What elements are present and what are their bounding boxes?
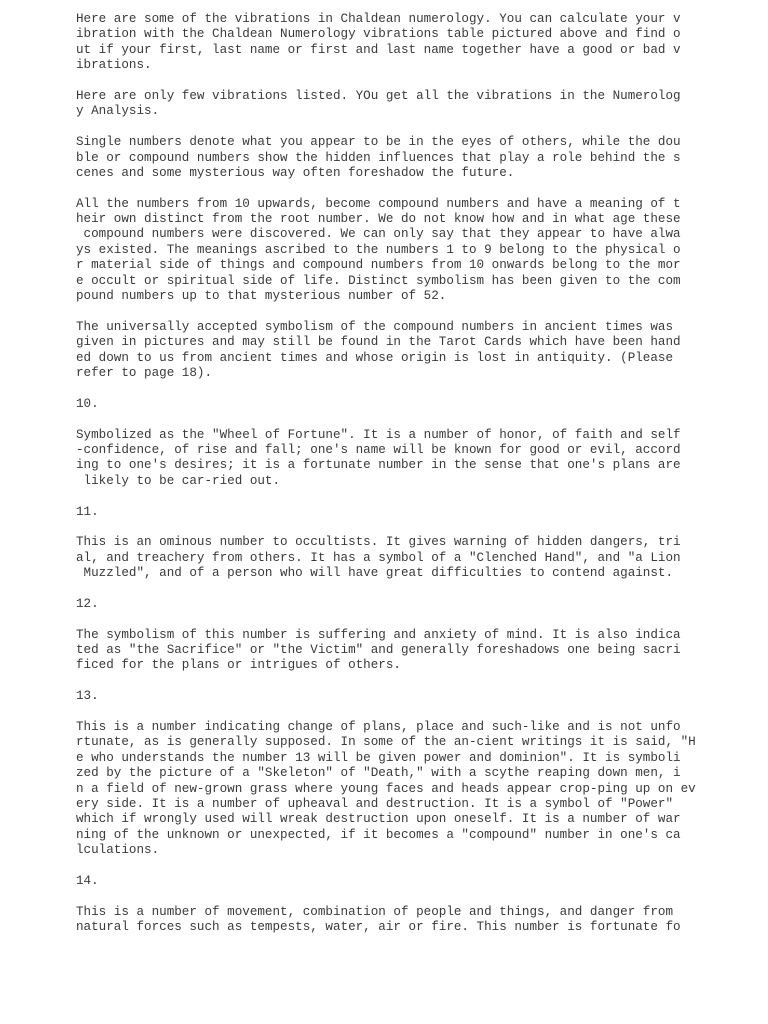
paragraph	[76, 89, 756, 120]
text-line: ted as "the Sacrifice" or "the Victim" and generally foreshadows one being sacri	[76, 643, 681, 658]
text-line: Single numbers denote what you appear to be in the eyes of others, while the dou	[76, 135, 681, 150]
text-line: This is an ominous number to occultists. It gives warning of hidden dangers, tri	[76, 535, 681, 550]
text-line: lculations.	[76, 843, 160, 858]
paragraph	[76, 320, 756, 382]
number-heading	[76, 505, 756, 520]
text-line: ble or compound numbers show the hidden influences that play a role behind the s	[76, 150, 681, 165]
text-line: rtunate, as is generally supposed. In some of the an-cient writings it is said, "H	[76, 735, 696, 750]
text-line: 10.	[76, 396, 99, 411]
text-line: heir own distinct from the root number. We do not know how and in what age these	[76, 212, 681, 227]
text-line: likely to be car-ried out.	[76, 473, 281, 488]
text-line: ut if your first, last name or first and last name together have a good or bad v	[76, 42, 681, 57]
text-line: 13.	[76, 689, 99, 704]
paragraph	[76, 428, 756, 490]
text-line: Muzzled", and of a person who will have great difficulties to contend against.	[76, 566, 674, 581]
text-line: Here are only few vibrations listed. YOu get all the vibrations in the Numerolog	[76, 88, 681, 103]
text-line: refer to page 18).	[76, 365, 213, 380]
text-line: 14.	[76, 873, 99, 888]
number-heading	[76, 397, 756, 412]
text-line: All the numbers from 10 upwards, become compound numbers and have a meaning of t	[76, 196, 681, 211]
text-line: ficed for the plans or intrigues of others.	[76, 658, 401, 673]
text-line: Symbolized as the "Wheel of Fortune". It is a number of honor, of faith and self	[76, 427, 681, 442]
text-line: ibrations.	[76, 58, 152, 73]
text-line: compound numbers were discovered. We can only say that they appear to have alwa	[76, 227, 681, 242]
text-line: given in pictures and may still be found in the Tarot Cards which have been hand	[76, 335, 681, 350]
text-line: natural forces such as tempests, water, air or fire. This number is fortunate fo	[76, 920, 681, 935]
text-line: -confidence, of rise and fall; one's name will be known for good or evil, accord	[76, 442, 681, 457]
paragraph	[76, 535, 756, 581]
text-line: e occult or spiritual side of life. Distinct symbolism has been given to the com	[76, 273, 681, 288]
text-line: ery side. It is a number of upheaval and destruction. It is a symbol of "Power"	[76, 796, 674, 811]
paragraph	[76, 628, 756, 674]
text-line: ys existed. The meanings ascribed to the numbers 1 to 9 belong to the physical o	[76, 242, 681, 257]
text-line: al, and treachery from others. It has a symbol of a "Clenched Hand", and "a Lion	[76, 550, 681, 565]
text-line: ning of the unknown or unexpected, if it becomes a "compound" number in one's ca	[76, 827, 681, 842]
paragraph	[76, 720, 756, 859]
paragraph	[76, 12, 756, 74]
paragraph	[76, 197, 756, 305]
text-line: r material side of things and compound numbers from 10 onwards belong to the mor	[76, 258, 681, 273]
text-line: ing to one's desires; it is a fortunate number in the sense that one's plans are	[76, 458, 681, 473]
text-line: ibration with the Chaldean Numerology vibrations table pictured above and find o	[76, 27, 681, 42]
text-line: This is a number of movement, combination of people and things, and danger from	[76, 904, 674, 919]
text-line: The symbolism of this number is suffering and anxiety of mind. It is also indica	[76, 627, 681, 642]
text-line: This is a number indicating change of plans, place and such-like and is not unfo	[76, 719, 681, 734]
text-line: n a field of new-grown grass where young faces and heads appear crop-ping up on ev	[76, 781, 696, 796]
text-line: The universally accepted symbolism of the compound numbers in ancient times was	[76, 319, 674, 334]
number-heading	[76, 874, 756, 889]
text-line: 12.	[76, 596, 99, 611]
text-line: which if wrongly used will wreak destruction upon oneself. It is a number of war	[76, 812, 681, 827]
text-line: ed down to us from ancient times and whose origin is lost in antiquity. (Please	[76, 350, 674, 365]
text-line: cenes and some mysterious way often foreshadow the future.	[76, 165, 515, 180]
paragraph	[76, 135, 756, 181]
text-line: zed by the picture of a "Skeleton" of "Death," with a scythe reaping down men, i	[76, 766, 681, 781]
paragraph	[76, 905, 756, 936]
number-heading	[76, 597, 756, 612]
text-line: pound numbers up to that mysterious number of 52.	[76, 289, 447, 304]
text-line: y Analysis.	[76, 104, 160, 119]
number-heading	[76, 689, 756, 704]
text-line: Here are some of the vibrations in Chaldean numerology. You can calculate your v	[76, 12, 681, 26]
text-line: e who understands the number 13 will be given power and dominion". It is symboli	[76, 750, 681, 765]
text-line: 11.	[76, 504, 99, 519]
document-body	[76, 12, 756, 951]
